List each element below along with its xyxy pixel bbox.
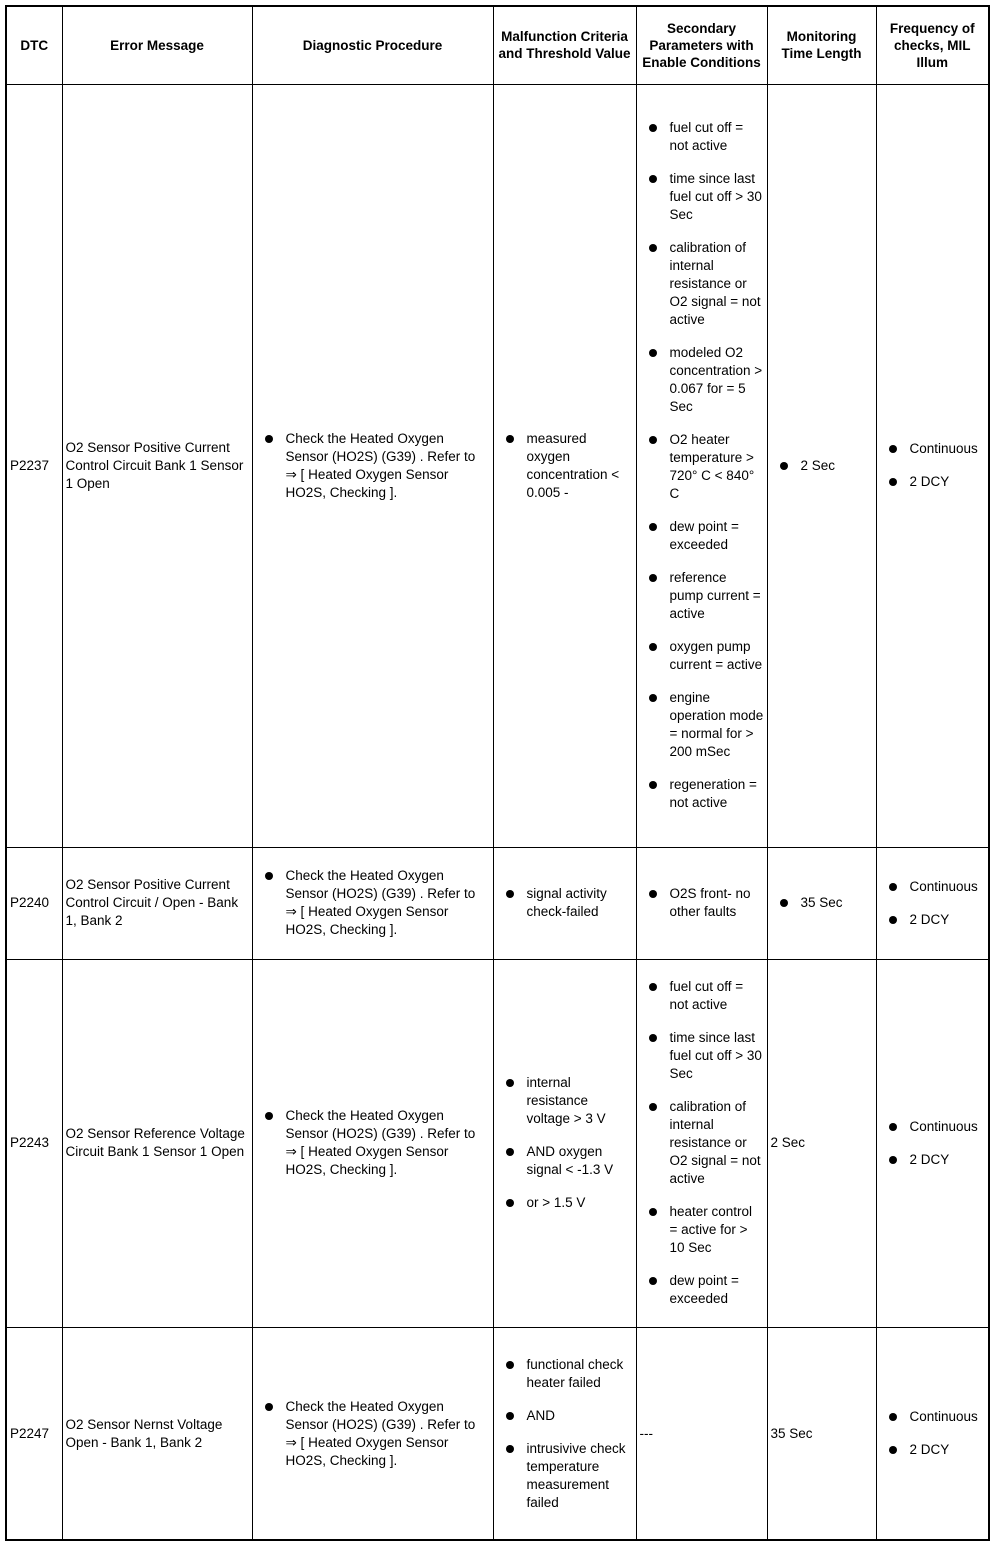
- list-item: heater control = active for > 10 Sec: [640, 1203, 764, 1257]
- list-item: functional check heater failed: [497, 1356, 633, 1392]
- error-message: O2 Sensor Positive Current Control Circuit Bank 1 Sensor 1 Open: [62, 84, 252, 847]
- list-item: intrusivive check temperature measurement failed: [497, 1440, 633, 1512]
- list-item: Continuous: [880, 440, 986, 458]
- monitoring-time: [767, 847, 876, 959]
- list-item: time since last fuel cut off > 30 Sec: [640, 170, 764, 224]
- dtc-table: [5, 5, 990, 1541]
- malfunction-criteria: [493, 84, 636, 847]
- list-item: Continuous: [880, 1408, 986, 1426]
- diagnostic-procedure: [252, 847, 493, 959]
- bullet-icon: [649, 1208, 657, 1216]
- bullet-icon: [649, 175, 657, 183]
- bullet-icon: [649, 1034, 657, 1042]
- error-message: O2 Sensor Positive Current Control Circuit / Open - Bank 1, Bank 2: [62, 847, 252, 959]
- malfunction-criteria: [493, 847, 636, 959]
- bullet-icon: [649, 436, 657, 444]
- list-item: 2 Sec: [771, 457, 873, 475]
- error-message: O2 Sensor Nernst Voltage Open - Bank 1, Bank 2: [62, 1328, 252, 1540]
- header-malfunction-criteria: Malfunction Criteria and Threshold Value: [493, 6, 636, 84]
- bullet-icon: [649, 523, 657, 531]
- header-secondary-parameters: Secondary Parameters with Enable Conditions: [636, 6, 767, 84]
- list-item: calibration of internal resistance or O2 signal = not active: [640, 1098, 764, 1188]
- bullet-icon: [889, 916, 897, 924]
- diagnostic-procedure: [252, 84, 493, 847]
- list-item: engine operation mode = normal for > 200 mSec: [640, 689, 764, 761]
- dtc-code: P2243: [6, 959, 62, 1328]
- list-item: fuel cut off = not active: [640, 119, 764, 155]
- frequency: [876, 84, 989, 847]
- table-row: [6, 84, 989, 847]
- bullet-icon: [649, 1277, 657, 1285]
- malfunction-criteria: [493, 959, 636, 1328]
- list-item: or > 1.5 V: [497, 1194, 633, 1212]
- list-item: reference pump current = active: [640, 569, 764, 623]
- bullet-icon: [506, 1199, 514, 1207]
- diagnostic-procedure: [252, 959, 493, 1328]
- secondary-parameters: [636, 847, 767, 959]
- list-item: oxygen pump current = active: [640, 638, 764, 674]
- table-row: [6, 847, 989, 959]
- bullet-icon: [649, 244, 657, 252]
- header-dtc: DTC: [6, 6, 62, 84]
- header-row: [6, 6, 989, 84]
- bullet-icon: [649, 781, 657, 789]
- list-item: signal activity check-failed: [497, 885, 633, 921]
- bullet-icon: [265, 1112, 273, 1120]
- table-row: [6, 1328, 989, 1540]
- list-item: time since last fuel cut off > 30 Sec: [640, 1029, 764, 1083]
- list-item: 2 DCY: [880, 473, 986, 491]
- dtc-code: P2240: [6, 847, 62, 959]
- list-item: 2 DCY: [880, 911, 986, 929]
- list-item: 2 DCY: [880, 1441, 986, 1459]
- malfunction-criteria: [493, 1328, 636, 1540]
- list-item: Continuous: [880, 1118, 986, 1136]
- list-item: regeneration = not active: [640, 776, 764, 812]
- list-item: dew point = exceeded: [640, 518, 764, 554]
- bullet-icon: [649, 890, 657, 898]
- header-error-message: Error Message: [62, 6, 252, 84]
- monitoring-time: [767, 84, 876, 847]
- header-diagnostic-procedure: Diagnostic Procedure: [252, 6, 493, 84]
- frequency: [876, 847, 989, 959]
- list-item: 2 DCY: [880, 1151, 986, 1169]
- bullet-icon: [649, 643, 657, 651]
- list-item: measured oxygen concentration < 0.005 -: [497, 430, 633, 502]
- bullet-icon: [506, 435, 514, 443]
- bullet-icon: [889, 445, 897, 453]
- frequency: [876, 959, 989, 1328]
- bullet-icon: [889, 1413, 897, 1421]
- bullet-icon: [265, 435, 273, 443]
- bullet-icon: [780, 462, 788, 470]
- secondary-parameters: [636, 84, 767, 847]
- bullet-icon: [649, 349, 657, 357]
- bullet-icon: [780, 899, 788, 907]
- bullet-icon: [649, 1103, 657, 1111]
- table-row: [6, 959, 989, 1328]
- frequency: [876, 1328, 989, 1540]
- dtc-code: P2247: [6, 1328, 62, 1540]
- bullet-icon: [649, 983, 657, 991]
- bullet-icon: [506, 1445, 514, 1453]
- list-item: 35 Sec: [771, 894, 873, 912]
- bullet-icon: [889, 1156, 897, 1164]
- bullet-icon: [889, 478, 897, 486]
- list-item: AND oxygen signal < -1.3 V: [497, 1143, 633, 1179]
- list-item: Check the Heated Oxygen Sensor (HO2S) (G39) . Refer to ⇒ [ Heated Oxygen Sensor HO2S, Checking ].: [256, 1398, 490, 1470]
- list-item: Check the Heated Oxygen Sensor (HO2S) (G39) . Refer to ⇒ [ Heated Oxygen Sensor HO2S, Checking ].: [256, 430, 490, 502]
- bullet-icon: [506, 1412, 514, 1420]
- list-item: O2S front- no other faults: [640, 885, 764, 921]
- bullet-icon: [506, 1148, 514, 1156]
- bullet-icon: [265, 872, 273, 880]
- dtc-code: P2237: [6, 84, 62, 847]
- secondary-parameters: [636, 959, 767, 1328]
- error-message: O2 Sensor Reference Voltage Circuit Bank 1 Sensor 1 Open: [62, 959, 252, 1328]
- bullet-icon: [506, 1361, 514, 1369]
- bullet-icon: [889, 1123, 897, 1131]
- header-monitoring-time: Monitoring Time Length: [767, 6, 876, 84]
- header-frequency: Frequency of checks, MIL Illum: [876, 6, 989, 84]
- monitoring-time: 2 Sec: [767, 959, 876, 1328]
- list-item: Check the Heated Oxygen Sensor (HO2S) (G39) . Refer to ⇒ [ Heated Oxygen Sensor HO2S, Checking ].: [256, 1107, 490, 1179]
- list-item: internal resistance voltage > 3 V: [497, 1074, 633, 1128]
- list-item: fuel cut off = not active: [640, 978, 764, 1014]
- bullet-icon: [649, 574, 657, 582]
- bullet-icon: [265, 1403, 273, 1411]
- list-item: Continuous: [880, 878, 986, 896]
- list-item: AND: [497, 1407, 633, 1425]
- list-item: dew point = exceeded: [640, 1272, 764, 1308]
- secondary-parameters: ---: [636, 1328, 767, 1540]
- bullet-icon: [506, 1079, 514, 1087]
- bullet-icon: [649, 694, 657, 702]
- bullet-icon: [889, 1446, 897, 1454]
- bullet-icon: [506, 890, 514, 898]
- bullet-icon: [649, 124, 657, 132]
- list-item: calibration of internal resistance or O2 signal = not active: [640, 239, 764, 329]
- monitoring-time: 35 Sec: [767, 1328, 876, 1540]
- bullet-icon: [889, 883, 897, 891]
- list-item: O2 heater temperature > 720° C < 840° C: [640, 431, 764, 503]
- diagnostic-procedure: [252, 1328, 493, 1540]
- list-item: Check the Heated Oxygen Sensor (HO2S) (G39) . Refer to ⇒ [ Heated Oxygen Sensor HO2S, Checking ].: [256, 867, 490, 939]
- list-item: modeled O2 concentration > 0.067 for = 5 Sec: [640, 344, 764, 416]
